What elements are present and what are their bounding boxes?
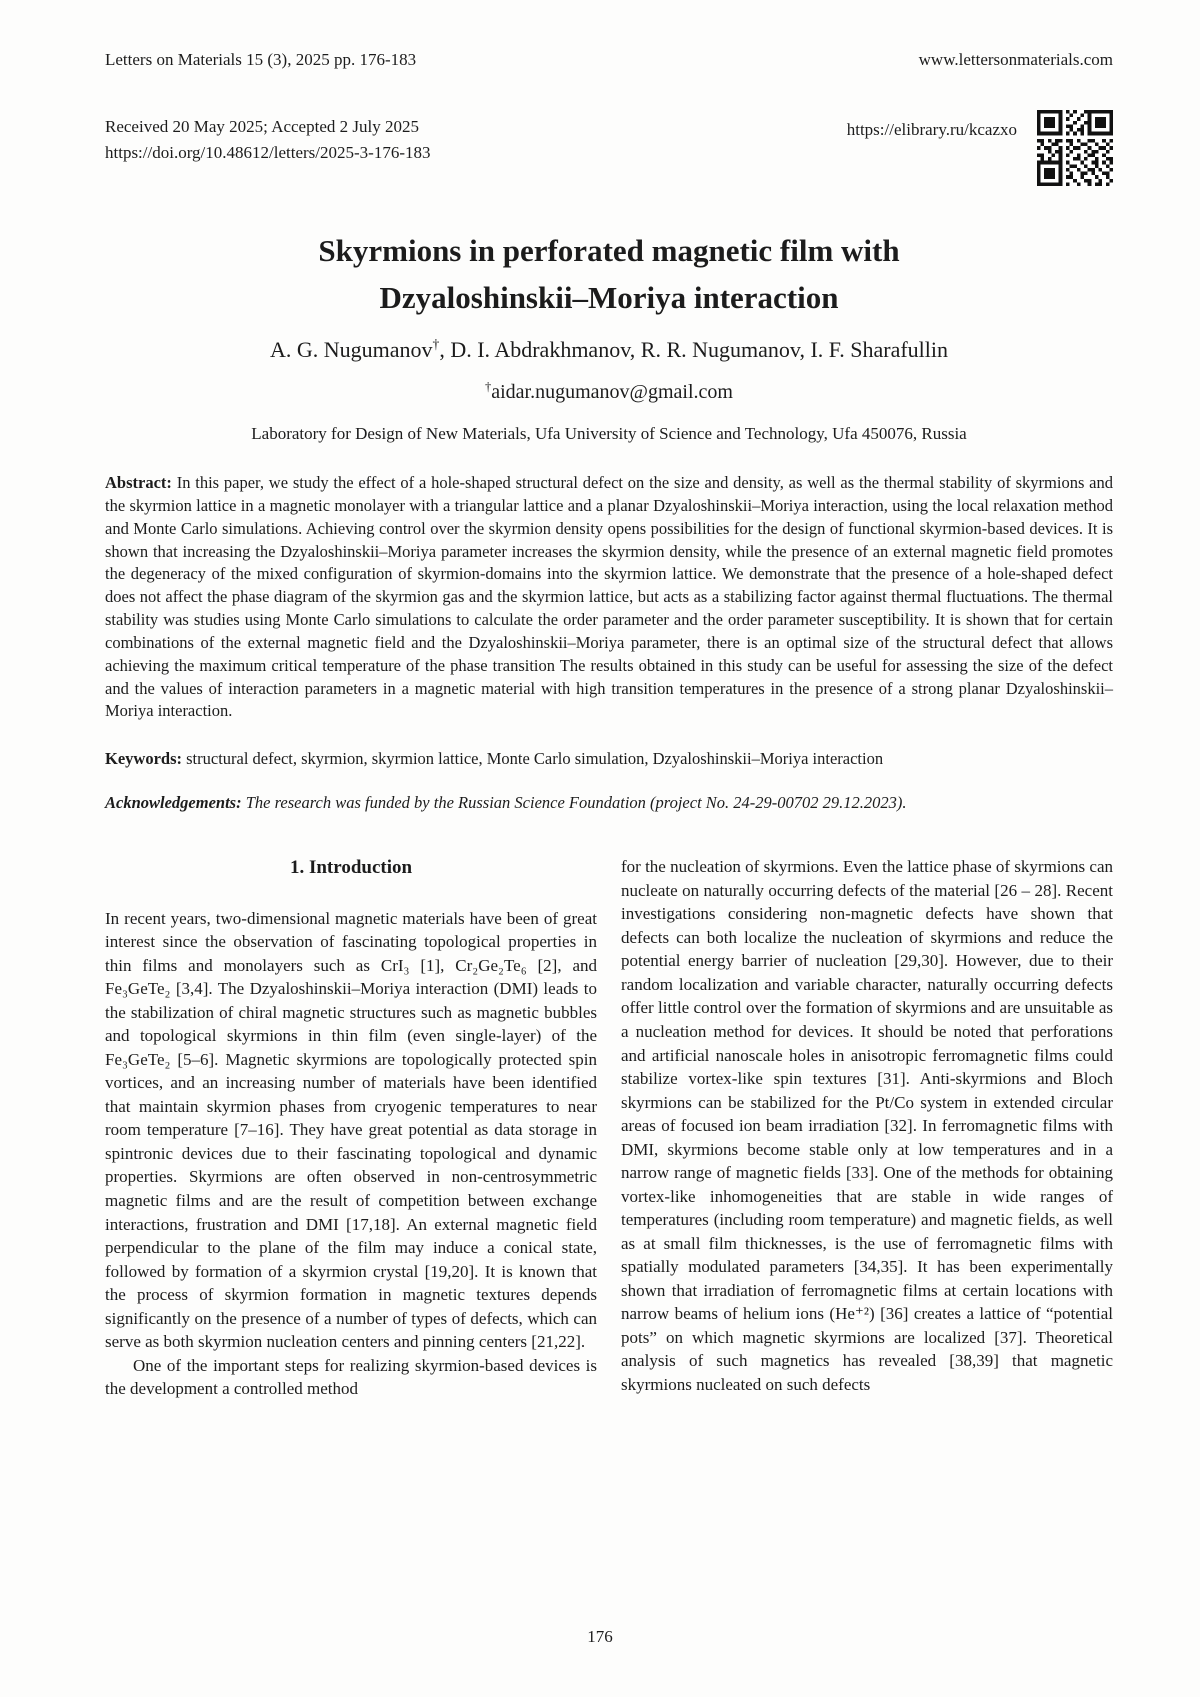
paper-title: Skyrmions in perforated magnetic film with Dzyaloshinskii–Moriya interaction [318, 233, 900, 315]
elibrary-link[interactable]: https://elibrary.ru/kcazxo [846, 120, 1017, 139]
section-heading-introduction: 1. Introduction [289, 857, 413, 879]
keywords-text: structural defect, skyrmion, skyrmion lattice, Monte Carlo simulation, Dzyaloshinskii–Moriya interaction [182, 749, 884, 769]
abstract-paragraph [105, 472, 1113, 723]
affiliation-line: Laboratory for Design of New Materials, Ufa University of Science and Technology, Ufa 450076, Russia [251, 424, 967, 443]
acknowledgements-text: The research was funded by the Russian Science Foundation (project No. 24-29-00702 29.12.2023). [241, 793, 907, 813]
intro-paragraph-2: One of the important steps for realizing skyrmion-based devices is the development a controlled method [105, 1355, 597, 1399]
intro-paragraph-1: In recent years, two-dimensional magnetic materials have been of great interest since the observation of fascinating topological properties in thin films and monolayers such as CrI₃ [1], Cr₂Ge₂Te₆ [2], and Fe₃GeTe₂ [3,4]. The Dzyaloshinskii–Moriya interaction (DMI) leads to the stabilization of chiral magnetic structures such as magnetic bubbles and topological skyrmions in thin film (even single-layer) of the Fe₃GeTe₂ [5–6]. Magnetic skyrmions are topologically protected spin vortices, and an increasing number of materials have been identified that maintain skyrmion phases from cryogenic temperatures to near room temperature [7–16]. They have great potential as data storage in spintronic devices due to their fascinating topological and dynamic properties. Skyrmions are often observed in non-centrosymmetric magnetic films and are the result of competition between exchange interactions, frustration and DMI [17,18]. An external magnetic field perpendicular to the plane of the film may induce a conical state, followed by formation of a skyrmion crystal [19,20]. It is known that the process of skyrmion formation in magnetic textures depends significantly on the presence of a number of types of defects, which can serve as both skyrmion nucleation centers and pinning centers [21,22]. [105, 908, 597, 1352]
right-column [621, 855, 1113, 1400]
keywords-line [105, 749, 1113, 769]
acknowledgements-label: Acknowledgements: [105, 793, 242, 813]
qr-code-icon [1037, 110, 1113, 186]
journal-website-link[interactable]: www.lettersonmaterials.com [918, 50, 1113, 69]
doi-link[interactable]: https://doi.org/10.48612/letters/2025-3-176-183 [105, 143, 431, 163]
page-header [105, 0, 1113, 70]
author-dagger-mark: † [432, 336, 440, 352]
two-column-body [105, 855, 1113, 1400]
elibrary-block [847, 114, 1113, 186]
dates-doi-block [105, 114, 431, 167]
abstract-text: In this paper, we study the effect of a hole-shaped structural defect on the size and density, as well as the thermal stability of skyrmions and the skyrmion lattice in a magnetic monolayer with a triangular lattice and a planar Dzyaloshinskii–Moriya interaction, using the local relaxation method and Monte Carlo simulations. Achieving control over the skyrmion density opens possibilities for the design of functional skyrmion-based devices. It is shown that increasing the Dzyaloshinskii–Moriya parameter increases the skyrmion density, while the presence of an external magnetic field promotes the degeneracy of the mixed configuration of skyrmion-domains into the skyrmion lattice. We demonstrate that the presence of a hole-shaped defect does not affect the phase diagram of the skyrmion gas and the skyrmion lattice, but acts as a stabilizing factor against thermal fluctuations. The thermal stability was studies using Monte Carlo simulations to calculate the order parameter and the order parameter susceptibility. It is shown that for certain combinations of the external magnetic field and the Dzyaloshinskii–Moriya parameter, there is an optimal size of the structural defect that allows achieving the maximum critical temperature of the phase transition The results obtained in this study can be useful for assessing the size of the defect and the values of interaction parameters in a magnetic material with high transition temperatures in the presence of a strong planar Dzyaloshinskii–Moriya interaction. [105, 473, 1113, 721]
journal-reference: Letters on Materials 15 (3), 2025 pp. 176-183 [105, 50, 417, 69]
keywords-label: Keywords: [105, 749, 182, 769]
email-dagger-mark: † [485, 379, 492, 394]
abstract-label: Abstract: [105, 473, 172, 492]
left-column [105, 855, 597, 1400]
acknowledgements-line [105, 793, 1113, 813]
corresponding-email [105, 381, 1113, 404]
author-names-rest: , D. I. Abdrakhmanov, R. R. Nugumanov, I. F. Sharafullin [439, 337, 949, 362]
email-address-link[interactable]: aidar.nugumanov@gmail.com [491, 381, 733, 403]
intro-paragraph-2-continued: for the nucleation of skyrmions. Even the lattice phase of skyrmions can nucleate on naturally occurring defects of the material [26 – 28]. Recent investigations considering non-magnetic defects have shown that defects can both localize the nucleation of skyrmions and reduce the potential energy barrier of nucleation [29,30]. However, due to their random localization and variable character, naturally occurring defects offer little control over the formation of skyrmions and are unsuitable as a nucleation method for devices. It should be noted that perforations and artificial nanoscale holes in anisotropic ferromagnetic films could stabilize vortex-like spin textures [31]. Anti-skyrmions and Bloch skyrmions can be stabilized for the Pt/Co system in extended circular areas of focused ion beam irradiation [32]. In ferromagnetic films with DMI, skyrmions become stable only at low temperatures and in a narrow range of magnetic fields [33]. One of the methods for obtaining vortex-like inhomogeneities that are stable in wide ranges of temperatures (including room temperature) and magnetic fields, as well as at small film thicknesses, is the use of ferromagnetic films with spatially modulated parameters [34,35]. It has been experimentally shown that irradiation of ferromagnetic films at certain locations with narrow beams of helium ions (He⁺²) [36] creates a lattice of “potential pots” on which magnetic skyrmions are localized [37]. Theoretical analysis of such magnetics has revealed [38,39] that magnetic skyrmions nucleated on such defects [621, 857, 1113, 1394]
received-accepted-line: Received 20 May 2025; Accepted 2 July 2025 [105, 117, 419, 136]
authors-line [105, 337, 1113, 363]
page-number: 176 [587, 1627, 613, 1646]
author-name: A. G. Nugumanov [269, 337, 433, 362]
meta-row [105, 114, 1113, 186]
